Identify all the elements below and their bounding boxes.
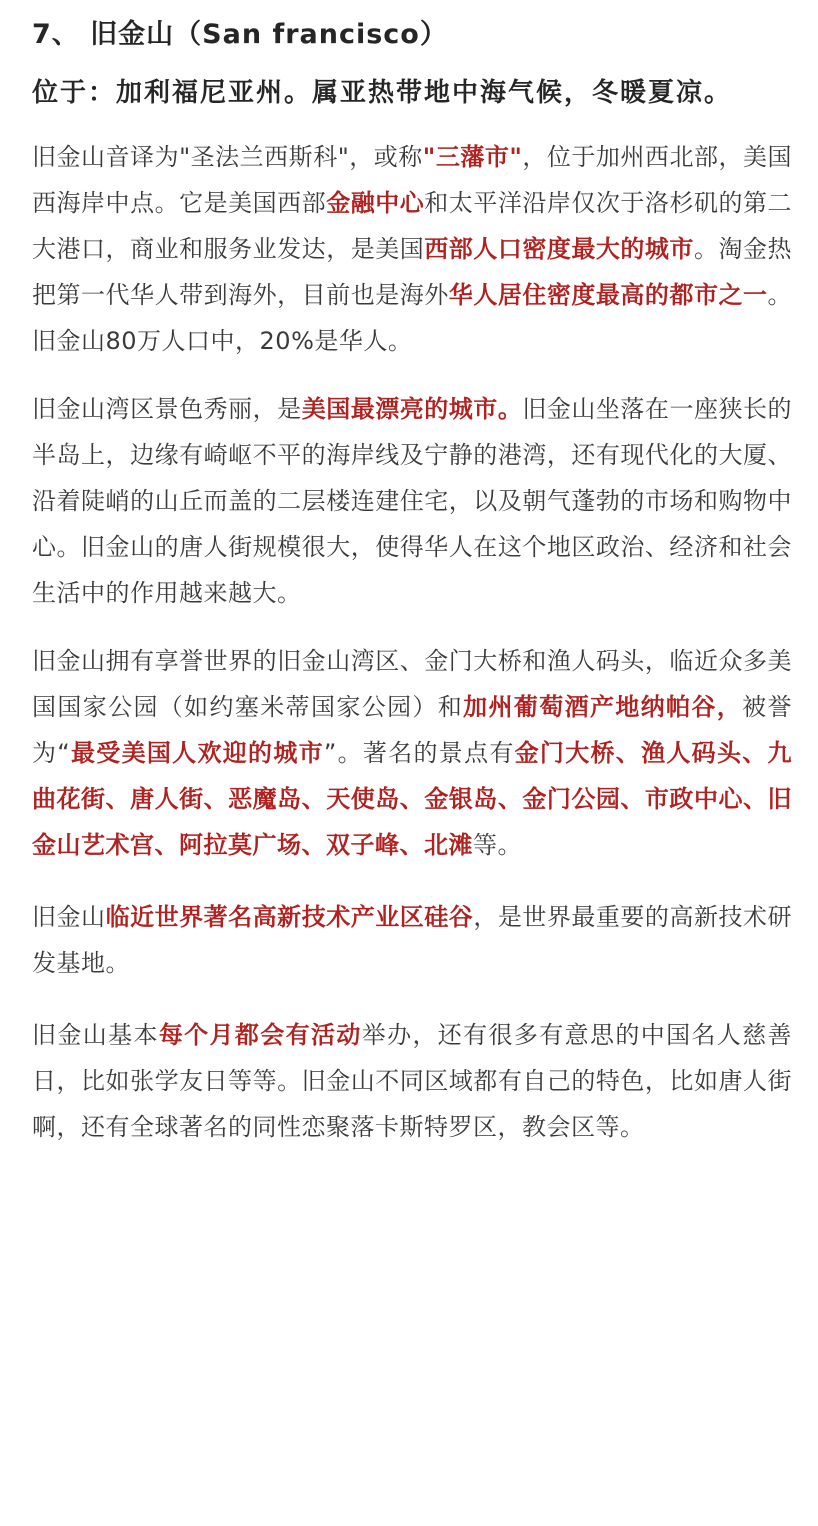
body-text: 举办，还有很多有意思的中国名人慈善日，比如张学友日等等。旧金山不同区域都有自己的特色，比如唐人街啊，还有全球著名的同性恋聚落卡斯特罗区，教会区等。	[32, 1021, 793, 1141]
highlighted-text: "三藩市"	[422, 143, 523, 171]
highlighted-text: 金融中心	[326, 189, 425, 217]
body-text: ”。著名的景点有	[323, 739, 515, 767]
body-text: ，是世界最重要的高新技术研发基地。	[32, 903, 793, 977]
highlighted-text: 临近世界著名高新技术产业区硅谷	[105, 903, 474, 931]
body-text: 旧金山拥有享誉世界的旧金山湾区、金门大桥和渔人码头，临近众多美国国家公园（如约塞米蒂国家公园）和	[32, 647, 792, 721]
highlighted-text: 美国最漂亮的城市。	[301, 395, 523, 423]
body-text: 被誉为“	[32, 693, 793, 767]
location-climate-heading: 位于：加利福尼亚州。属亚热带地中海气候，冬暖夏凉。	[32, 78, 733, 108]
highlighted-text: 加州葡萄酒产地纳帕谷，	[463, 693, 743, 721]
paragraph-attractions	[32, 638, 792, 868]
highlighted-text: 金门大桥、渔人码头、九曲花街、唐人街、恶魔岛、天使岛、金银岛、金门公园、市政中心、旧金山艺术宫、阿拉莫广场、双子峰、北滩	[32, 739, 793, 859]
paragraph-events	[32, 1012, 792, 1150]
body-text: 旧金山基本	[32, 1021, 159, 1049]
body-text: 。淘金热把第一代华人带到海外，目前也是海外	[32, 235, 793, 309]
paragraph-overview	[32, 134, 792, 364]
section-title: 7、 旧金山（San francisco）	[32, 19, 448, 50]
body-text: ，位于加州西北部，美国西海岸中点。它是美国西部	[32, 143, 792, 217]
body-text: 旧金山坐落在一座狭长的半岛上，边缘有崎岖不平的海岸线及宁静的港湾，还有现代化的大厦、沿着陡峭的山丘而盖的二层楼连建住宅，以及朝气蓬勃的市场和购物中心。旧金山的唐人街规模很大，使得华人在这个地区政治、经济和社会生活中的作用越来越大。	[32, 395, 793, 607]
body-text: 等。	[473, 831, 522, 859]
body-text: 旧金山湾区景色秀丽，是	[32, 395, 302, 423]
paragraph-silicon-valley	[32, 894, 792, 986]
body-text: 。旧金山80万人口中，20%是华人。	[32, 281, 793, 355]
highlighted-text: 华人居住密度最高的都市之一	[448, 281, 768, 309]
body-text: 旧金山	[32, 903, 106, 931]
highlighted-text: 西部人口密度最大的城市	[424, 235, 694, 263]
body-text: 旧金山音译为"圣法兰西斯科"，或称	[32, 143, 423, 171]
highlighted-text: 每个月都会有活动	[158, 1021, 362, 1049]
body-text: 和太平洋沿岸仅次于洛杉矶的第二大港口，商业和服务业发达，是美国	[32, 189, 793, 263]
paragraph-scenery	[32, 386, 792, 616]
highlighted-text: 最受美国人欢迎的城市	[70, 739, 324, 767]
